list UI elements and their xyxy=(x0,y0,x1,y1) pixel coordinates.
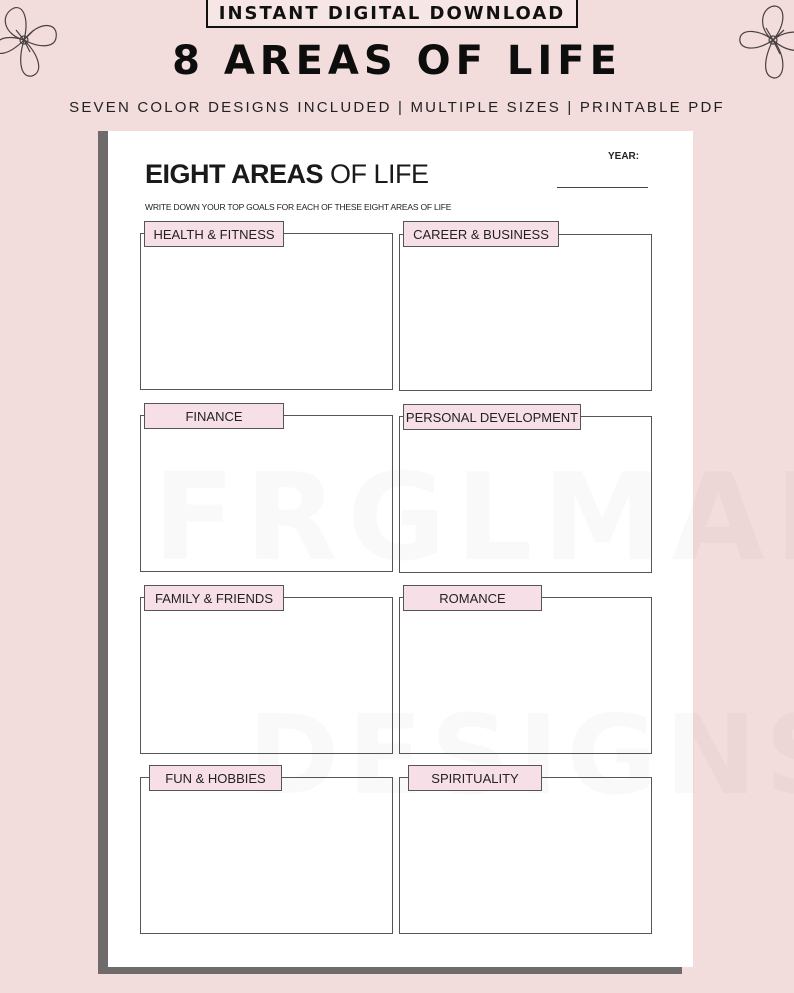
area-tab-career-business: CAREER & BUSINESS xyxy=(403,221,559,247)
sheet-title xyxy=(145,159,429,190)
area-box-fun-hobbies xyxy=(140,777,393,934)
year-label: YEAR: xyxy=(608,151,640,162)
sheet-title-light: OF LIFE xyxy=(330,159,429,189)
area-tab-finance: FINANCE xyxy=(144,403,284,429)
area-tab-romance: ROMANCE xyxy=(403,585,542,611)
area-tab-fun-hobbies: FUN & HOBBIES xyxy=(149,765,282,791)
area-tab-family-friends: FAMILY & FRIENDS xyxy=(144,585,284,611)
area-tab-personal-development: PERSONAL DEVELOPMENT xyxy=(403,404,581,430)
area-tab-spirituality: SPIRITUALITY xyxy=(408,765,542,791)
area-box-finance xyxy=(140,415,393,572)
area-box-personal-development xyxy=(399,416,652,573)
area-box-career-business xyxy=(399,234,652,391)
area-box-spirituality xyxy=(399,777,652,934)
planner-sheet xyxy=(108,131,693,967)
sheet-instruction: WRITE DOWN YOUR TOP GOALS FOR EACH OF THESE EIGHT AREAS OF LIFE xyxy=(145,202,452,212)
area-box-romance xyxy=(399,597,652,754)
instant-download-badge: INSTANT DIGITAL DOWNLOAD xyxy=(206,0,578,28)
area-box-health-fitness xyxy=(140,233,393,390)
product-title: 8 AREAS OF LIFE xyxy=(172,38,622,84)
area-tab-health-fitness: HEALTH & FITNESS xyxy=(144,221,284,247)
product-subtitle: SEVEN COLOR DESIGNS INCLUDED | MULTIPLE SIZES | PRINTABLE PDF xyxy=(69,99,725,116)
area-box-family-friends xyxy=(140,597,393,754)
sheet-title-bold: EIGHT AREAS xyxy=(145,159,324,189)
year-line xyxy=(557,187,648,188)
